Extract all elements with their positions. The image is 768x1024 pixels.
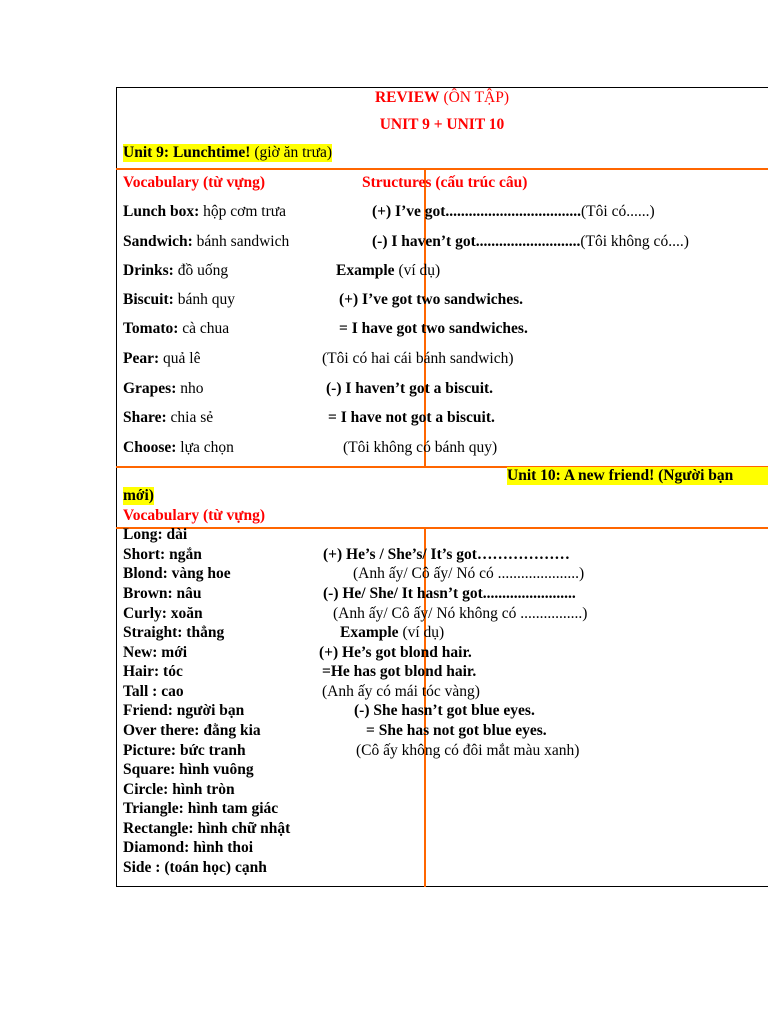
unit9-title-rest: (giờ ăn trưa) <box>250 144 333 161</box>
unit9-structure-line: Example (ví dụ) <box>336 262 441 279</box>
unit10-structure-line: (+) He’s got blond hair. <box>319 644 472 661</box>
unit10-structure-line: (Anh ấy có mái tóc vàng) <box>322 683 480 700</box>
unit9-vocab-item: Drinks: đồ uống <box>123 262 229 279</box>
unit10-structure-line: (Cô ấy không có đôi mắt màu xanh) <box>356 742 580 759</box>
unit9-structures-heading: Structures (cấu trúc câu) <box>362 174 528 191</box>
unit10-vocab-item: Curly: xoăn <box>123 605 203 622</box>
units-title: UNIT 9 + UNIT 10 <box>379 116 505 133</box>
unit9-vocab-item: Lunch box: hộp cơm trưa <box>123 203 287 220</box>
unit9-title-bold: Unit 9: Lunchtime! <box>123 144 251 161</box>
unit10-structure-line: Example (ví dụ) <box>340 624 445 641</box>
unit9-vocab-item: Tomato: cà chua <box>123 320 230 337</box>
unit10-vocab-heading: Vocabulary (từ vựng) <box>123 507 266 524</box>
unit10-vocab-item: Friend: người bạn <box>123 702 245 719</box>
unit9-structure-line: (-) I haven’t got...........................(Tôi không có....) <box>372 233 689 250</box>
unit10-vocab-rule <box>116 527 768 529</box>
unit10-vocab-item: Brown: nâu <box>123 585 202 602</box>
review-title-rest: (ÔN TẬP) <box>439 89 510 106</box>
unit10-vocab-item: Side : (toán học) cạnh <box>123 859 267 876</box>
unit9-heading-rule <box>116 168 768 170</box>
unit9-structure-line: (-) I haven’t got a biscuit. <box>326 380 494 397</box>
unit9-vocab-item: Share: chia sẻ <box>123 409 214 426</box>
unit10-vocab-item: Over there: đằng kia <box>123 722 261 739</box>
unit9-structure-line: (+) I’ve got...................................(Tôi có......) <box>372 203 655 220</box>
unit10-vocab-item: Triangle: hình tam giác <box>123 800 279 817</box>
unit9-vocab-item: Choose: lựa chọn <box>123 439 234 456</box>
review-title <box>116 89 768 107</box>
unit10-vocab-item: Tall : cao <box>123 683 184 700</box>
unit9-structure-line: = I have not got a biscuit. <box>328 409 495 426</box>
unit10-vocab-item: Diamond: hình thoi <box>123 839 254 856</box>
unit10-vocab-item: Straight: thẳng <box>123 624 225 641</box>
unit10-vocab-item: Picture: bức tranh <box>123 742 246 759</box>
unit9-vocab-item: Sandwich: bánh sandwich <box>123 233 290 250</box>
unit10-vocab-item: Square: hình vuông <box>123 761 254 778</box>
unit10-vocab-item: New: mới <box>123 644 188 661</box>
unit9-vocab-item: Pear: quả lê <box>123 350 201 367</box>
unit10-structure-line: (Anh ấy/ Cô ấy/ Nó có .....................) <box>353 565 585 582</box>
unit10-vocab-item: Rectangle: hình chữ nhật <box>123 820 291 837</box>
unit10-structure-line: (Anh ấy/ Cô ấy/ Nó không có ................) <box>333 605 588 622</box>
unit10-vocab-item: Blond: vàng hoe <box>123 565 231 582</box>
unit10-vocab-item: Long: dài <box>123 526 188 543</box>
unit10-vocab-item: Hair: tóc <box>123 663 183 680</box>
unit10-structure-line: (-) She hasn’t got blue eyes. <box>354 702 535 719</box>
unit10-structure-line: = She has not got blue eyes. <box>366 722 547 739</box>
unit9-vocab-item: Biscuit: bánh quy <box>123 291 235 308</box>
review-title-bold: REVIEW <box>374 89 440 106</box>
unit10-structure-line: (+) He’s / She’s/ It’s got……………… <box>323 546 570 563</box>
unit9-vocab-item: Grapes: nho <box>123 380 204 397</box>
unit10-title-line2: mới) <box>123 487 154 504</box>
unit10-structure-line: =He has got blond hair. <box>322 663 477 680</box>
unit9-structure-line: (Tôi có hai cái bánh sandwich) <box>322 350 514 367</box>
unit10-vocab-item: Short: ngắn <box>123 546 202 563</box>
unit10-structure-line: (-) He/ She/ It hasn’t got........................ <box>323 585 576 602</box>
unit9-structure-line: = I have got two sandwiches. <box>339 320 528 337</box>
unit9-structure-line: (+) I’ve got two sandwiches. <box>339 291 524 308</box>
unit10-vocab-item: Circle: hình tròn <box>123 781 235 798</box>
unit9-title <box>123 144 332 162</box>
unit10-title-line1: Unit 10: A new friend! (Người bạn <box>507 467 768 485</box>
unit9-vocab-heading: Vocabulary (từ vựng) <box>123 174 266 191</box>
unit9-structure-line: (Tôi không có bánh quy) <box>343 439 498 456</box>
